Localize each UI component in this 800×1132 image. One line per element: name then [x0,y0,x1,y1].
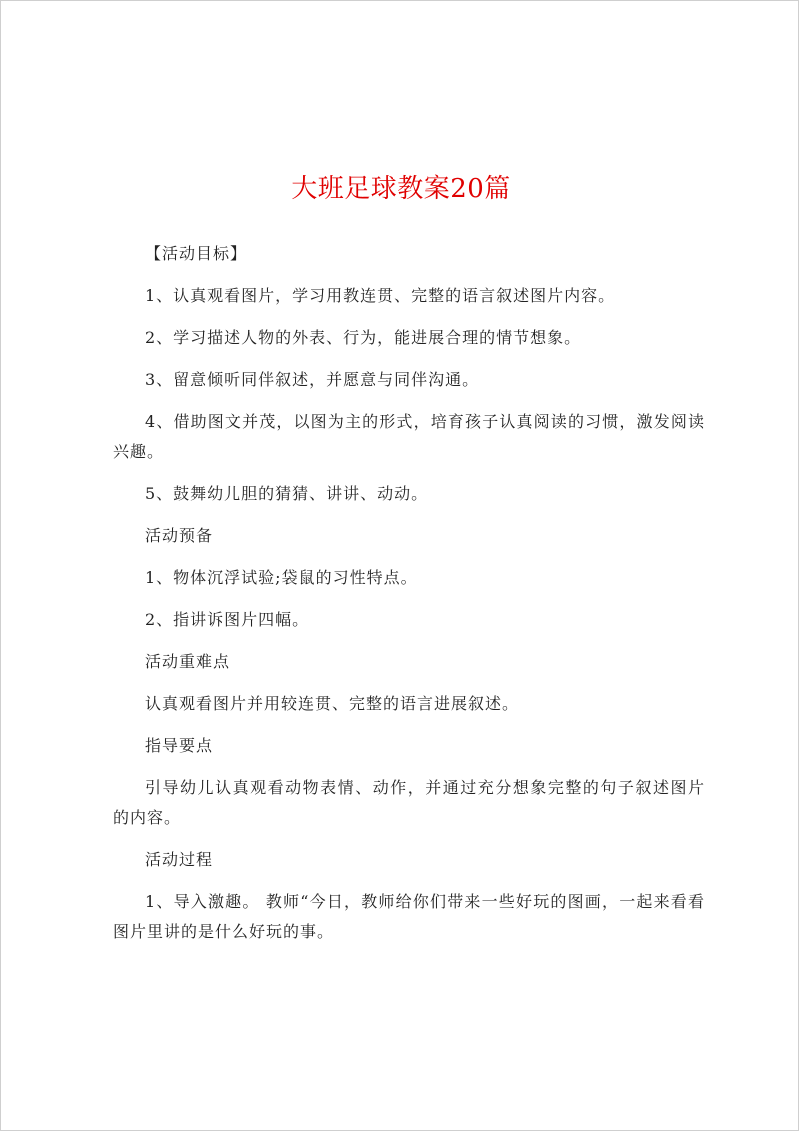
objective-item: 2、学习描述人物的外表、行为，能进展合理的情节想象。 [145,328,582,347]
section-heading-preparation: 活动预备 [145,526,214,545]
key-points-text: 认真观看图片并用较连贯、完整的语言进展叙述。 [145,694,520,713]
section-heading-guidance: 指导要点 [145,736,214,755]
process-step: 1、导入激趣。 教师“今日，教师给你们带来一些好玩的图画，一起来看看图片里讲的是什么好玩的事。 [113,892,705,941]
document-title: 大班足球教案20篇 [291,174,511,204]
guidance-text: 引导幼儿认真观看动物表情、动作，并通过充分想象完整的句子叙述图片的内容。 [113,778,705,827]
document-body [113,239,705,959]
objective-item: 1、认真观看图片，学习用教连贯、完整的语言叙述图片内容。 [145,286,616,305]
section-heading-key-points: 活动重难点 [145,652,231,671]
preparation-item: 2、指讲诉图片四幅。 [145,610,310,629]
objective-item: 5、鼓舞幼儿胆的猜猜、讲讲、动动。 [145,484,429,503]
section-heading-process: 活动过程 [145,850,214,869]
objective-item: 4、借助图文并茂，以图为主的形式，培育孩子认真阅读的习惯，激发阅读兴趣。 [113,412,705,461]
objective-item: 3、留意倾听同伴叙述，并愿意与同伴沟通。 [145,370,480,389]
section-heading-objectives: 【活动目标】 [145,244,248,263]
preparation-item: 1、物体沉浮试验;袋鼠的习性特点。 [145,568,418,587]
